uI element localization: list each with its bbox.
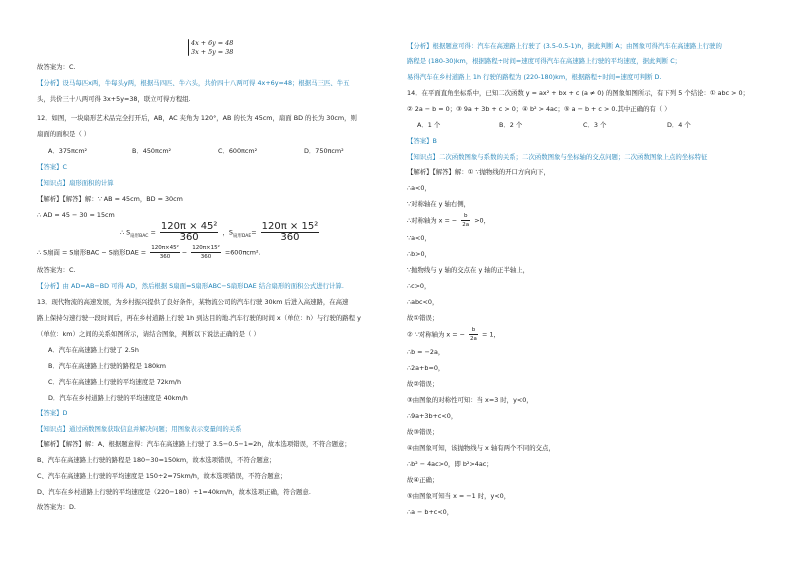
system-eq-1: 4x + 6y = 48 — [191, 39, 234, 47]
solution-12-line4: ∴ S扇面 = S扇形BAC − S扇形DAE = $\frac{\text{120π×45²}}{360}$ − $\frac{\text{120π×15²}}{360}$ =600πcm². — [37, 245, 261, 260]
question-12: 12．如图，一块扇形艺术品完全打开后，AB，AC 夹角为 120°，AB 的长为 45cm，扇面 BD 的长为 30cm，则 — [37, 114, 357, 122]
q14-option-d: D．4 个 — [667, 121, 691, 129]
solution-14-line19: ∴b² − 4ac>0，即 b²>4ac； — [407, 460, 493, 468]
question-13: 13．现代物流的高速发展，为乡村振兴提供了良好条件，某物流公司的汽车行驶 30km 后进入高速路，在高速 — [37, 298, 349, 306]
answer-12: 【答案】C — [37, 163, 68, 171]
q13-option-b: B．汽车在高速路上行驶的路程是 180km — [48, 362, 167, 370]
analysis-prev-2: 头，共价三十八两可得 3x+5y=38，联立可得方程组. — [37, 95, 191, 103]
solution-14-line8: ∴c>0， — [407, 282, 431, 290]
question-13-line3: （单位：km）之间的关系如图所示，请结合图象，判断以下说法正确的是（ ） — [37, 330, 260, 338]
solution-14-line2: ∴a<0， — [407, 184, 431, 192]
answer-14: 【答案】B — [407, 137, 437, 145]
analysis-13-line2: 路程是 (180-30)km，根据路程÷时间=速度可得汽车在高速路上行驶的平均速度，据此判断 C； — [407, 57, 682, 65]
system-eq-2: 3x + 5y = 38 — [191, 48, 234, 56]
solution-14-line1: 【解析】【解答】解：① ∵抛物线的开口方向向下， — [407, 168, 550, 176]
analysis-12: 【分析】由 AD=AB−BD 可得 AD，然后根据 S扇面=S扇形ABC−S扇形DAE 结合扇形的面积公式进行计算. — [37, 282, 344, 290]
solution-14-line14: 故②错误； — [407, 380, 439, 388]
question-14: 14．在平面直角坐标系中，已知二次函数 y = ax² + bx + c (a ≠ 0) 的图象如图所示，有下列 5 个结论：① abc > 0； — [407, 89, 750, 97]
solution-14-line9: ∴abc<0， — [407, 298, 439, 306]
solution-14-line11: ② ∵对称轴为 x = − $\frac{b}{2a}$ = 1， — [407, 327, 500, 342]
solution-14-line3: ∵对称轴在 y 轴右侧， — [407, 200, 471, 208]
analysis-prev: 【分析】设马每匹x两，牛每头y两，根据马四匹、牛六头，共价四十八两可得 4x+6y=48；根据马三匹、牛五 — [37, 79, 350, 87]
question-12-line2: 扇面的面积是（ ） — [37, 130, 91, 138]
solution-14-line22: ∴a − b+c<0， — [407, 508, 454, 516]
q13-option-c: C．汽车在高速路上行驶的平均速度是 72km/h — [48, 378, 182, 386]
q13-option-a: A．汽车在高速路上行驶了 2.5h — [48, 346, 139, 354]
answer-12-end: 故答案为：C. — [37, 266, 76, 274]
analysis-13-line1: 【分析】根据题意可得：汽车在高速路上行驶了 (3.5-0.5-1)h，据此判断 A；由图象可得汽车在高速路上行驶的 — [407, 42, 722, 50]
answer-13: 【答案】D — [37, 409, 68, 417]
answer-prev: 故答案为：C. — [37, 63, 76, 71]
solution-12-line1: 【解析】【解答】解：∵ AB = 45cm，BD = 30cm — [37, 195, 183, 203]
solution-14-line7: ∵抛物线与 y 轴的交点在 y 轴的正半轴上， — [407, 266, 530, 274]
fraction-sector-bac: $\frac{\text{120π × 45²}}{360}$ — [160, 221, 218, 243]
q14-option-b: B．2 个 — [499, 121, 523, 129]
answer-13-end: 故答案为：D. — [37, 503, 76, 511]
solution-14-line17: 故③错误； — [407, 428, 439, 436]
analysis-13-line3: 易得汽车在乡村道路上 1h 行驶的路程为 (220-180)km，根据路程÷时间=速度可判断 D. — [407, 73, 662, 81]
solution-13-line1: 【解析】【解答】解：A、根据题意得：汽车在高速路上行驶了 3.5−0.5−1=2h，故本选项错误，不符合题意； — [37, 440, 351, 448]
knowledge-13: 【知识点】通过函数图象获取信息并解决问题；用图象表示变量间的关系 — [37, 425, 242, 433]
q12-option-a: A．375πcm² — [48, 147, 88, 155]
knowledge-12: 【知识点】扇形面积的计算 — [37, 179, 114, 187]
solution-12-line2: ∴ AD = 45 − 30 = 15cm — [37, 211, 115, 219]
solution-13-line2: B、汽车在高速路上行驶的路程是 180−30=150km，故本选项错误，不符合题意； — [37, 456, 276, 464]
question-13-line2: 路上保持匀速行驶一段时间后，再在乡村道路上行驶 1h 到达目的地.汽车行驶的时间 x（单位：h）与行驶的路程 y — [37, 314, 361, 322]
solution-14-line5: ∵a<0， — [407, 234, 431, 242]
solution-14-line12: ∴b = −2a， — [407, 348, 445, 356]
question-14-line2: ② 2a − b = 0；③ 9a + 3b + c > 0；④ b² > 4ac；⑤ a − b + c > 0.其中正确的有（ ） — [407, 105, 671, 113]
fraction-sector-dae: $\frac{\text{120π × 15²}}{360}$ — [261, 221, 319, 243]
knowledge-14: 【知识点】二次函数图象与系数的关系；二次函数图象与坐标轴的交点问题；二次函数图象上点的坐标特征 — [407, 153, 708, 161]
solution-14-line20: 故④正确； — [407, 476, 439, 484]
q14-option-a: A．1 个 — [417, 121, 441, 129]
solution-14-line6: ∴b>0， — [407, 250, 431, 258]
solution-14-line10: 故①错误； — [407, 314, 439, 322]
q12-option-c: C．600πcm² — [218, 147, 258, 155]
solution-12-line3: ∴ $S_{扇形BAC}$ = $\frac{\text{120π × 45²}}{360}$ ，$S_{扇形DAE}=$ $\frac{\text{120π × 15²}}{360}$ — [120, 221, 319, 243]
solution-14-line13: ∴2a+b=0， — [407, 364, 445, 372]
solution-13-line3: C、汽车在高速路上行驶的平均速度是 150÷2=75km/h，故本选项错误，不符合题意； — [37, 472, 287, 480]
q12-option-d: D．750πcm² — [304, 147, 344, 155]
solution-14-line18: ④由图象可知，该抛物线与 x 轴有两个不同的交点， — [407, 444, 555, 452]
solution-14-line4: ∴对称轴为 x = − $\frac{b}{2a}$ >0， — [407, 213, 490, 228]
q13-option-d: D．汽车在乡村道路上行驶的平均速度是 40km/h — [48, 394, 188, 402]
solution-14-line15: ③由图象的对称性可知：当 x=3 时，y<0， — [407, 396, 533, 404]
solution-14-line16: ∴9a+3b+c<0， — [407, 412, 458, 420]
solution-13-line4: D、汽车在乡村道路上行驶的平均速度是（220−180）÷1=40km/h，故本选项正确，符合题意. — [37, 488, 311, 496]
solution-14-line21: ⑤由图象可知当 x = −1 时，y<0， — [407, 492, 511, 500]
q14-option-c: C．3 个 — [583, 121, 607, 129]
system-brace — [188, 39, 189, 56]
q12-option-b: B．450πcm² — [132, 147, 172, 155]
